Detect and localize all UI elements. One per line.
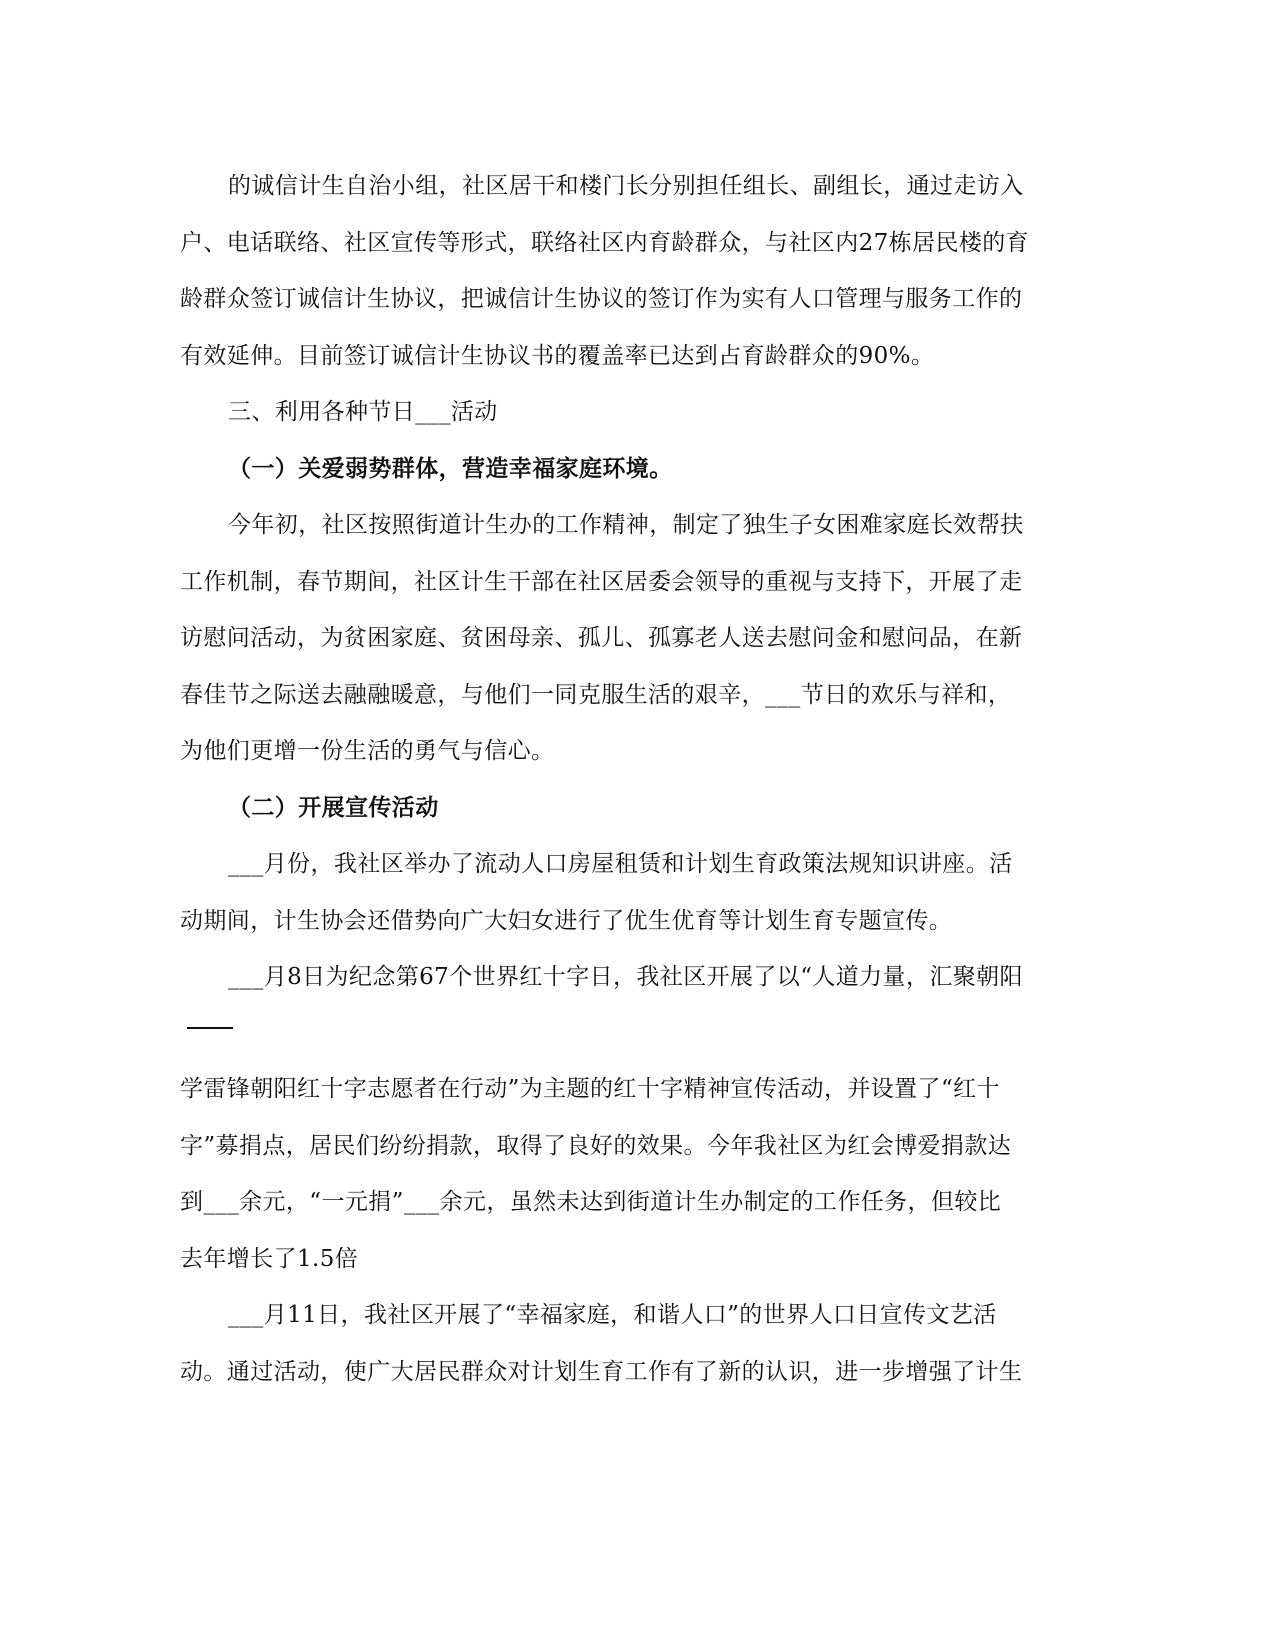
subheading: （一）关爱弱势群体，营造幸福家庭环境。 (228, 456, 673, 482)
text-line: 到___余元，“一元捐”___余元，虽然未达到街道计生办制定的工作任务，但较比 (180, 1189, 1002, 1215)
text-line: 龄群众签订诚信计生协议，把诚信计生协议的签订作为实有人口管理与服务工作的 (180, 286, 1023, 312)
dash-rule (187, 1027, 233, 1029)
text-line: 访慰问活动，为贫困家庭、贫困母亲、孤儿、孤寡老人送去慰问金和慰问品，在新 (180, 625, 1023, 651)
text-line: 为他们更增一份生活的勇气与信心。 (180, 738, 555, 764)
text-line: 有效延伸。目前签订诚信计生协议书的覆盖率已达到占育龄群众的90%。 (180, 343, 935, 369)
text-line: 字”募捐点，居民们纷纷捐款，取得了良好的效果。今年我社区为红会博爱捐款达 (180, 1133, 1012, 1159)
section-heading: 三、利用各种节日___活动 (228, 399, 498, 425)
text-line: ___月11日，我社区开展了“幸福家庭，和谐人口”的世界人口日宣传文艺活 (228, 1302, 997, 1328)
text-line: 春佳节之际送去融融暖意，与他们一同克服生活的艰辛，___节日的欢乐与祥和， (180, 682, 1012, 708)
text-line: 的诚信计生自治小组，社区居干和楼门长分别担任组长、副组长，通过走访入 (228, 173, 1024, 199)
text-line: 户、电话联络、社区宣传等形式，联络社区内育龄群众，与社区内27栋居民楼的育 (180, 230, 1030, 256)
text-line: 学雷锋朝阳红十字志愿者在行动”为主题的红十字精神宣传活动，并设置了“红十 (180, 1076, 1000, 1102)
text-line: 动期间，计生协会还借势向广大妇女进行了优生优育等计划生育专题宣传。 (180, 908, 953, 934)
text-line: ___月8日为纪念第67个世界红十字日，我社区开展了以“人道力量，汇聚朝阳 (228, 964, 1023, 990)
text-line: 动。通过活动，使广大居民群众对计划生育工作有了新的认识，进一步增强了计生 (180, 1359, 1023, 1385)
text-line: 去年增长了1.5倍 (180, 1246, 359, 1272)
text-line: ___月份，我社区举办了流动人口房屋租赁和计划生育政策法规知识讲座。活 (228, 851, 1013, 877)
text-line: 工作机制，春节期间，社区计生干部在社区居委会领导的重视与支持下，开展了走 (180, 569, 1023, 595)
subheading: （二）开展宣传活动 (228, 795, 439, 821)
text-line: 今年初，社区按照街道计生办的工作精神，制定了独生子女困难家庭长效帮扶 (228, 512, 1024, 538)
